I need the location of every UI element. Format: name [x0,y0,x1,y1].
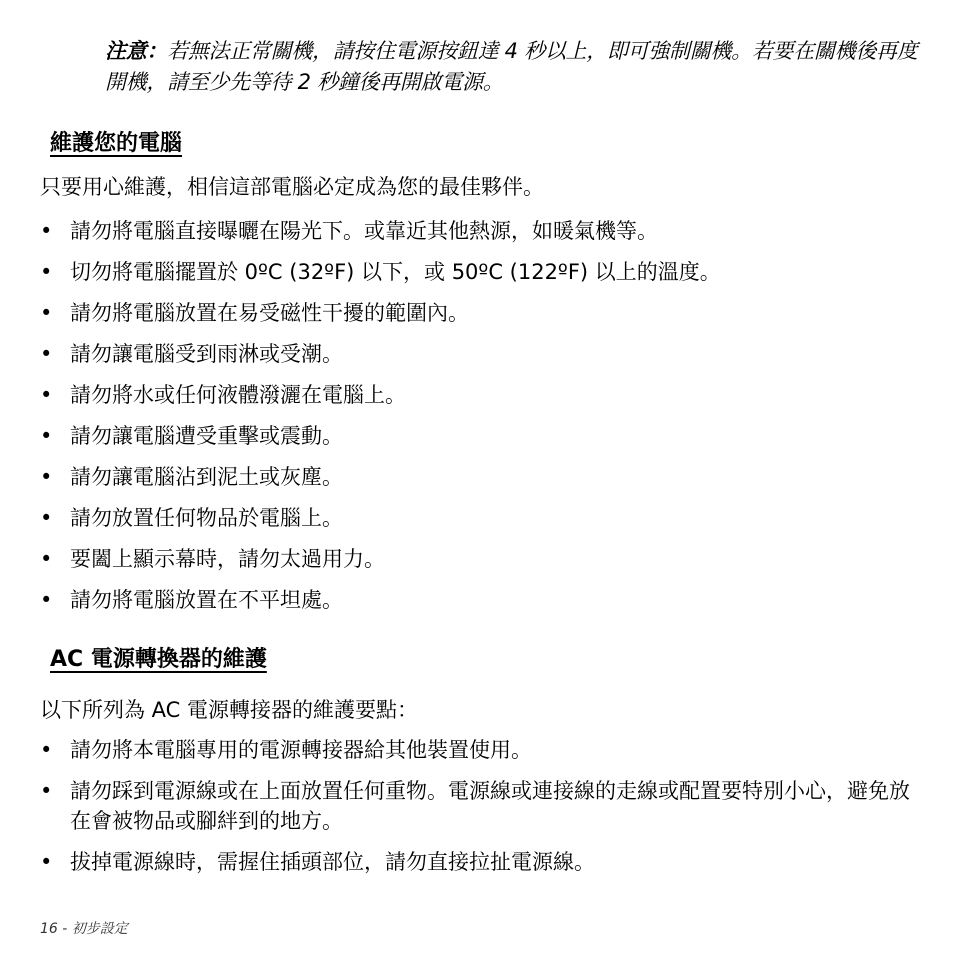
bullet-icon: • [40,219,53,243]
list-item: • 請勿將電腦放置在不平坦處。 [40,585,920,615]
list-item: • 請勿將電腦直接曝曬在陽光下。或靠近其他熱源，如暖氣機等。 [40,216,920,246]
list-item: • 請勿放置任何物品於電腦上。 [40,503,920,533]
bullet-icon: • [40,465,53,489]
list-item: • 拔掉電源線時，需握住插頭部位，請勿直接拉扯電源線。 [40,847,920,877]
page-footer: 16 - 初步設定 [40,921,128,937]
list-item: • 請勿讓電腦沾到泥土或灰塵。 [40,462,920,492]
list-item: • 請勿將電腦放置在易受磁性干擾的範圍內。 [40,298,920,328]
bullet-icon: • [40,588,53,612]
list-item: • 要闔上顯示幕時，請勿太過用力。 [40,544,920,574]
note-label: 注意： [105,39,168,63]
section-intro-ac-adapter-care: 以下所列為 AC 電源轉接器的維護要點： [40,698,419,722]
list-item: • 切勿將電腦擺置於 0ºC (32ºF) 以下，或 50ºC (122ºF) 以上的溫度。 [40,257,920,287]
list-item: • 請勿將本電腦專用的電源轉接器給其他裝置使用。 [40,735,920,765]
section-intro-computer-care: 只要用心維護，相信這部電腦必定成為您的最佳夥伴。 [40,175,544,199]
bullet-icon: • [40,506,53,530]
bullet-icon: • [40,342,53,366]
list-item: • 請勿將水或任何液體潑灑在電腦上。 [40,380,920,410]
bullet-icon: • [40,424,53,448]
bullet-icon: • [40,738,53,762]
note-text: 若無法正常關機，請按住電源按鈕達 4 秒以上，即可強制關機。若要在關機後再度開機，請至少先等待 2 秒鐘後再開啟電源。 [105,39,918,94]
bullet-icon: • [40,547,53,571]
section-heading-ac-adapter-care: AC 電源轉換器的維護 [50,647,267,672]
bullet-icon: • [40,301,53,325]
section-heading-computer-care: 維護您的電腦 [50,131,183,156]
note-paragraph [105,36,935,98]
bullet-icon: • [40,383,53,407]
bullet-icon: • [40,260,53,284]
care-tips-list [40,216,920,615]
bullet-icon: • [40,850,53,874]
list-item: • 請勿讓電腦受到雨淋或受潮。 [40,339,920,369]
bullet-icon: • [40,779,53,803]
adapter-tips-list [40,735,920,877]
list-item: • 請勿讓電腦遭受重擊或震動。 [40,421,920,451]
list-item: • 請勿踩到電源線或在上面放置任何重物。電源線或連接線的走線或配置要特別小心，避免放在會被物品或腳絆到的地方。 [40,776,920,836]
